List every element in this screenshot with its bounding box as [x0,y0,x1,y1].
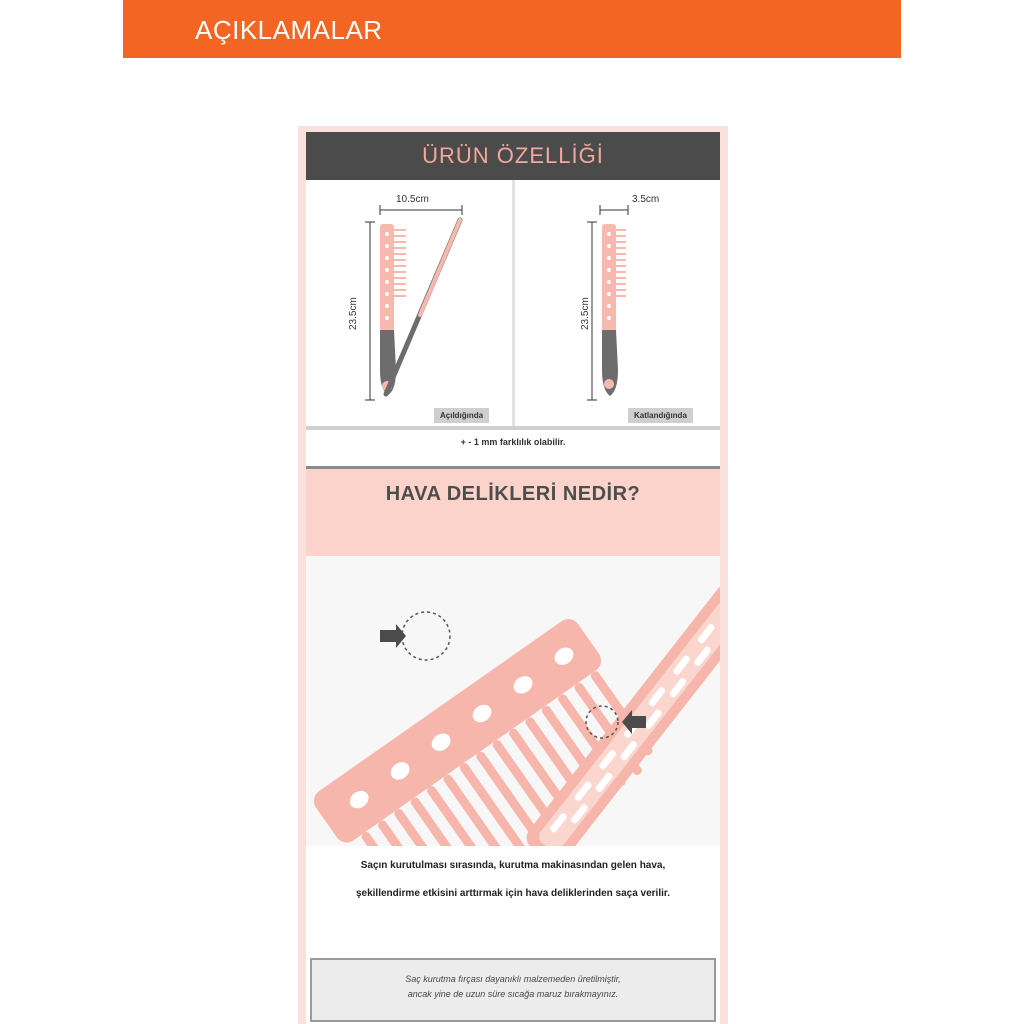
spec-divider [512,180,515,426]
spec-diagram [306,180,720,430]
heat-warning-line-1: Saç kurutma fırçası dayanıklı malzemeden üretilmiştir, [405,974,621,984]
air-holes-heading-band [306,466,720,559]
air-holes-heading: HAVA DELİKLERİ NEDİR? [385,483,641,505]
page-title: AÇIKLAMALAR [195,15,383,45]
open-width-label: 10.5cm [396,194,429,205]
air-holes-closeup-illustration [306,556,720,846]
air-holes-description-line-1: Saçın kurutulması sırasında, kurutma makinasından gelen hava, [360,860,666,871]
heat-warning-box [310,958,716,1022]
tolerance-note: + - 1 mm farklılık olabilir. [460,437,566,447]
heat-warning-line-2: ancak yine de uzun süre sıcağa maruz bırakmayınız. [407,989,619,999]
folded-height-label: 23.5cm [580,297,591,330]
page-header [123,0,901,58]
open-height-label: 23.5cm [348,297,359,330]
panel-content [306,132,720,1024]
folded-width-label: 3.5cm [632,194,660,205]
product-description-panel [298,126,728,1024]
open-state-badge: Açıldığında [434,408,489,423]
folded-state-badge: Katlandığında [628,408,693,423]
spec-bottom-rule [306,426,720,430]
spec-title: ÜRÜN ÖZELLİĞİ [306,132,720,180]
open-comb-illustration [336,190,506,410]
air-holes-description-line-2: şekillendirme etkisini arttırmak için hava deliklerinden saça verilir. [355,888,671,899]
